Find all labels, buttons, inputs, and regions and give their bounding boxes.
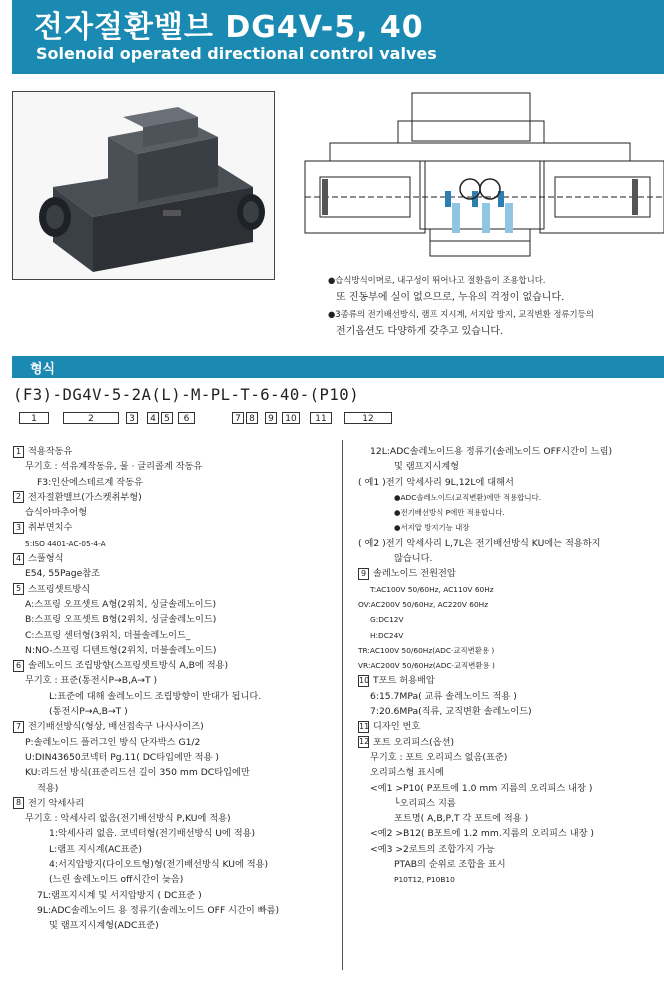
- spec-heading: [13, 551, 279, 566]
- page-subtitle: Solenoid operated directional control valves: [36, 44, 437, 63]
- spec-line: [358, 475, 612, 490]
- code-number-box: 7: [232, 412, 244, 424]
- spec-line: [13, 857, 279, 872]
- spec-line: [358, 444, 612, 459]
- spec-heading: [13, 719, 279, 734]
- spec-text: 솔레노이드 조립방향(스프링셋트방식 A,B에 적용): [28, 660, 229, 672]
- spec-heading: [13, 582, 279, 597]
- spec-line: [358, 628, 612, 643]
- item-number-box: 3: [13, 522, 24, 534]
- spec-text: 무기호 : 표준(통전시P→B,A→T ): [25, 675, 158, 687]
- code-number-box: 9: [265, 412, 277, 424]
- left-column: [13, 444, 279, 934]
- spec-text: B:스프링 오프셋트 B형(2위치, 싱글솔레노이드): [25, 614, 217, 626]
- code-number-box: 1: [19, 412, 49, 424]
- spec-text: 4:서지압방지(다이오트형)형(전기배선방식 KU에 적용): [49, 859, 269, 871]
- spec-text: (통전시P→A,B→T ): [49, 706, 128, 718]
- cross-section-diagram: [300, 91, 664, 271]
- spec-line: [13, 505, 279, 520]
- spec-text: 5:ISO 4401-AC-05-4-A: [25, 538, 106, 548]
- spec-heading: [13, 658, 279, 673]
- spec-line: [13, 781, 279, 796]
- spec-text: 포트 오리피스(옵션): [373, 736, 455, 748]
- section-title: 형식: [30, 362, 56, 377]
- spec-heading: [13, 490, 279, 505]
- spec-text: VR:AC200V 50/60Hz(ADC·교직변환용 ): [358, 661, 495, 671]
- spec-text: ( 예1 )전기 악세사리 9L,12L에 대해서: [358, 476, 514, 488]
- spec-text: H:DC24V: [370, 630, 404, 640]
- right-column: [358, 444, 612, 888]
- header-banner: [12, 0, 664, 74]
- code-number-box: 3: [126, 412, 138, 424]
- spec-text: 무기호 : 석유계작동유, 물 · 글리콜계 작동유: [25, 461, 203, 473]
- spec-line: [13, 597, 279, 612]
- valve-photo-illustration: [13, 92, 275, 280]
- item-number-box: 1: [13, 446, 24, 458]
- spec-text: 1:악세사리 없음. 코넥터형(전기배선방식 U에 적용): [49, 828, 256, 840]
- code-number-box: 2: [63, 412, 119, 424]
- spec-line: [358, 704, 612, 719]
- spec-line: [358, 857, 612, 872]
- spec-text: OV:AC200V 50/60Hz, AC220V 60Hz: [358, 599, 489, 609]
- spec-line: [13, 704, 279, 719]
- item-number-box: 5: [13, 583, 24, 595]
- spec-line: [358, 689, 612, 704]
- spec-heading: [358, 719, 612, 734]
- spec-line: [358, 750, 612, 765]
- spec-line: [358, 536, 612, 551]
- spec-text: P10T12, P10B10: [394, 875, 455, 885]
- spec-text: 습식아마추어형: [25, 507, 88, 519]
- note-line: 또 진동부에 실이 없으므로, 누유의 걱정이 없습니다.: [336, 292, 565, 303]
- spec-line: [358, 765, 612, 780]
- spec-text: ( 예2 )전기 악세사리 L,7L은 전기배선방식 KU에는 적용하지: [358, 537, 601, 549]
- code-number-box: 5: [161, 412, 173, 424]
- item-number-box: 8: [13, 797, 24, 809]
- spec-line: [358, 842, 612, 857]
- spec-line: [13, 826, 279, 841]
- spec-text: 및 램프지시계형: [394, 461, 460, 473]
- spec-text: 스프링셋트방식: [28, 583, 91, 595]
- spec-text: PTAB의 순위로 조합을 표시: [394, 859, 506, 871]
- spec-text: A:스프링 오프셋트 A형(2위치, 싱글솔레노이드): [25, 598, 217, 610]
- spec-line: [13, 536, 279, 551]
- spec-text: 전기배선방식(형상, 배선접속구 나사사이즈): [28, 721, 204, 733]
- spec-text: └오리피스 지름: [394, 797, 456, 809]
- spec-line: [358, 582, 612, 597]
- spec-line: [13, 842, 279, 857]
- spec-line: [358, 490, 612, 505]
- cross-section-drawing: [300, 91, 664, 271]
- spec-text: 12L:ADC솔레노이드용 정류기(솔레노이드 OFF시간이 느림): [370, 446, 613, 457]
- feature-notes: [328, 272, 594, 340]
- spec-text: ●서지압 방지기능 내장: [394, 523, 470, 533]
- spec-line: [358, 551, 612, 566]
- spec-text: 6:15.7MPa( 교류 솔레노이드 적용 ): [370, 690, 517, 702]
- spec-heading: [358, 735, 612, 750]
- spec-line: [358, 612, 612, 627]
- note-line: ●습식방식이며로, 내구성이 뛰어나고 절환음이 조용합니다.: [328, 275, 546, 285]
- spec-text: P:솔레노이드 플러그인 방식 단자박스 G1/2: [25, 736, 201, 748]
- spec-line: [13, 735, 279, 750]
- spec-line: [358, 796, 612, 811]
- item-number-box: 7: [13, 721, 24, 733]
- spec-text: 7L:램프지시계 및 서지압방지 ( DC표준 ): [37, 889, 202, 901]
- section-header: [12, 356, 664, 378]
- item-number-box: 6: [13, 660, 24, 672]
- page-title: 전자절환밸브 DG4V-5, 40: [34, 10, 424, 45]
- code-number-box: 8: [246, 412, 258, 424]
- spec-heading: [358, 566, 612, 581]
- spec-line: [358, 811, 612, 826]
- spec-text: 않습니다.: [394, 553, 433, 565]
- spec-text: 적용작동유: [28, 446, 73, 457]
- spec-text: T포트 허용배압: [373, 675, 435, 687]
- spec-text: 적용): [37, 782, 59, 794]
- code-number-box: 11: [310, 412, 332, 424]
- spec-line: [13, 673, 279, 688]
- item-number-box: 12: [359, 737, 370, 747]
- note-line: 전기옵션도 다양하게 갖추고 있습니다.: [336, 326, 504, 337]
- spec-text: 전기 악세사리: [28, 797, 85, 809]
- spec-text: 무기호 : 포트 오리피스 없음(표준): [370, 751, 508, 763]
- spec-text: 솔레노이드 전원전압: [373, 568, 456, 580]
- spec-text: U:DIN43650코넥터 Pg.11( DC타입에만 적용 ): [25, 751, 219, 763]
- spec-line: [13, 459, 279, 474]
- spec-line: [13, 612, 279, 627]
- spec-heading: [13, 796, 279, 811]
- spec-text: 및 램프지시계형(ADC표준): [49, 920, 159, 932]
- model-code: (F3)-DG4V-5-2A(L)-M-PL-T-6-40-(P10): [13, 386, 360, 404]
- spec-line: [358, 459, 612, 474]
- item-number-box: 2: [13, 491, 24, 503]
- spec-line: [13, 643, 279, 658]
- spec-line: [13, 750, 279, 765]
- code-number-box: 10: [282, 412, 300, 424]
- note-line: ●3종류의 전기배선방식, 램프 지시계, 서지압 방지, 교직변환 정류기등의: [328, 309, 594, 319]
- spec-text: L:표준에 대해 솔레노이드 조립방향이 반대가 됩니다.: [49, 690, 262, 702]
- spec-text: 디자인 번호: [373, 721, 421, 733]
- item-number-box: 9: [358, 568, 369, 580]
- spec-line: [13, 689, 279, 704]
- spec-line: [358, 658, 612, 673]
- valve-photo: [12, 91, 275, 280]
- spec-text: E54, 55Page참조: [25, 568, 101, 580]
- spec-text: <예3 >2로트의 조합가지 가능: [370, 843, 495, 855]
- spec-text: C:스프링 센터형(3위치, 더블솔레노이드_: [25, 629, 191, 641]
- spec-line: [13, 628, 279, 643]
- spec-line: [13, 903, 279, 918]
- spec-text: 9L:ADC솔레노이드 용 정류기(솔레노이드 OFF 시간이 빠름): [37, 904, 280, 916]
- code-number-box: 4: [147, 412, 159, 424]
- item-number-box: 4: [13, 553, 24, 565]
- spec-heading: [13, 520, 279, 535]
- spec-text: F3:인산에스테르계 작동유: [37, 476, 143, 488]
- spec-line: [13, 765, 279, 780]
- spec-heading: [13, 444, 279, 459]
- spec-text: T:AC100V 50/60Hz, AC110V 60Hz: [370, 584, 494, 594]
- spec-text: N:NO-스프링 디텐트형(2위치, 더블솔레노이드): [25, 644, 217, 656]
- spec-text: (느린 솔레노이드 off시간이 늦음): [49, 874, 184, 886]
- spec-text: ●ADC솔레노이드(교직변환)에만 적용합니다.: [394, 492, 542, 502]
- spec-line: [13, 811, 279, 826]
- spec-text: <예1 >P10( P포트에 1.0 mm 지름의 오리피스 내장 ): [370, 782, 593, 794]
- spec-line: [13, 566, 279, 581]
- spec-text: <예2 >B12( B포트에 1.2 mm.지름의 오리피스 내장 ): [370, 828, 594, 840]
- spec-line: [13, 888, 279, 903]
- spec-text: 오리피스형 표시예: [370, 767, 444, 779]
- item-number-box: 11: [359, 721, 370, 731]
- spec-line: [13, 475, 279, 490]
- spec-text: KU:리드선 방식(표준리드선 길이 350 mm DC타입에만: [25, 767, 250, 779]
- spec-text: 취부면치수: [28, 522, 73, 534]
- spec-text: 7:20.6MPa(직류, 교직변환 솔레노이드): [370, 706, 532, 718]
- spec-text: 전자절환밸브(가스켓취부형): [28, 491, 142, 503]
- code-number-box: 12: [344, 412, 392, 424]
- spec-text: L:램프 지시계(AC표준): [49, 843, 142, 855]
- spec-text: 무기호 : 악세사리 없음(전기배선방식 P,KU에 적용): [25, 813, 231, 825]
- spec-line: [358, 872, 612, 887]
- spec-text: TR:AC100V 50/60Hz(ADC·교직변환용 ): [358, 645, 495, 655]
- spec-text: 스풀형식: [28, 553, 64, 565]
- item-number-box: 10: [359, 675, 370, 685]
- spec-text: G:DC12V: [370, 615, 404, 625]
- spec-line: [13, 918, 279, 933]
- column-divider: [342, 440, 343, 970]
- spec-line: [358, 826, 612, 841]
- spec-line: [358, 505, 612, 520]
- spec-heading: [358, 673, 612, 688]
- spec-line: [358, 597, 612, 612]
- spec-text: 포트명( A,B,P,T 각 포트에 적용 ): [394, 813, 529, 825]
- spec-text: ●전기배선방식 P에만 적용합니다.: [394, 508, 505, 518]
- spec-line: [358, 643, 612, 658]
- spec-line: [358, 520, 612, 535]
- code-number-box: 6: [178, 412, 195, 424]
- spec-line: [358, 781, 612, 796]
- spec-line: [13, 872, 279, 887]
